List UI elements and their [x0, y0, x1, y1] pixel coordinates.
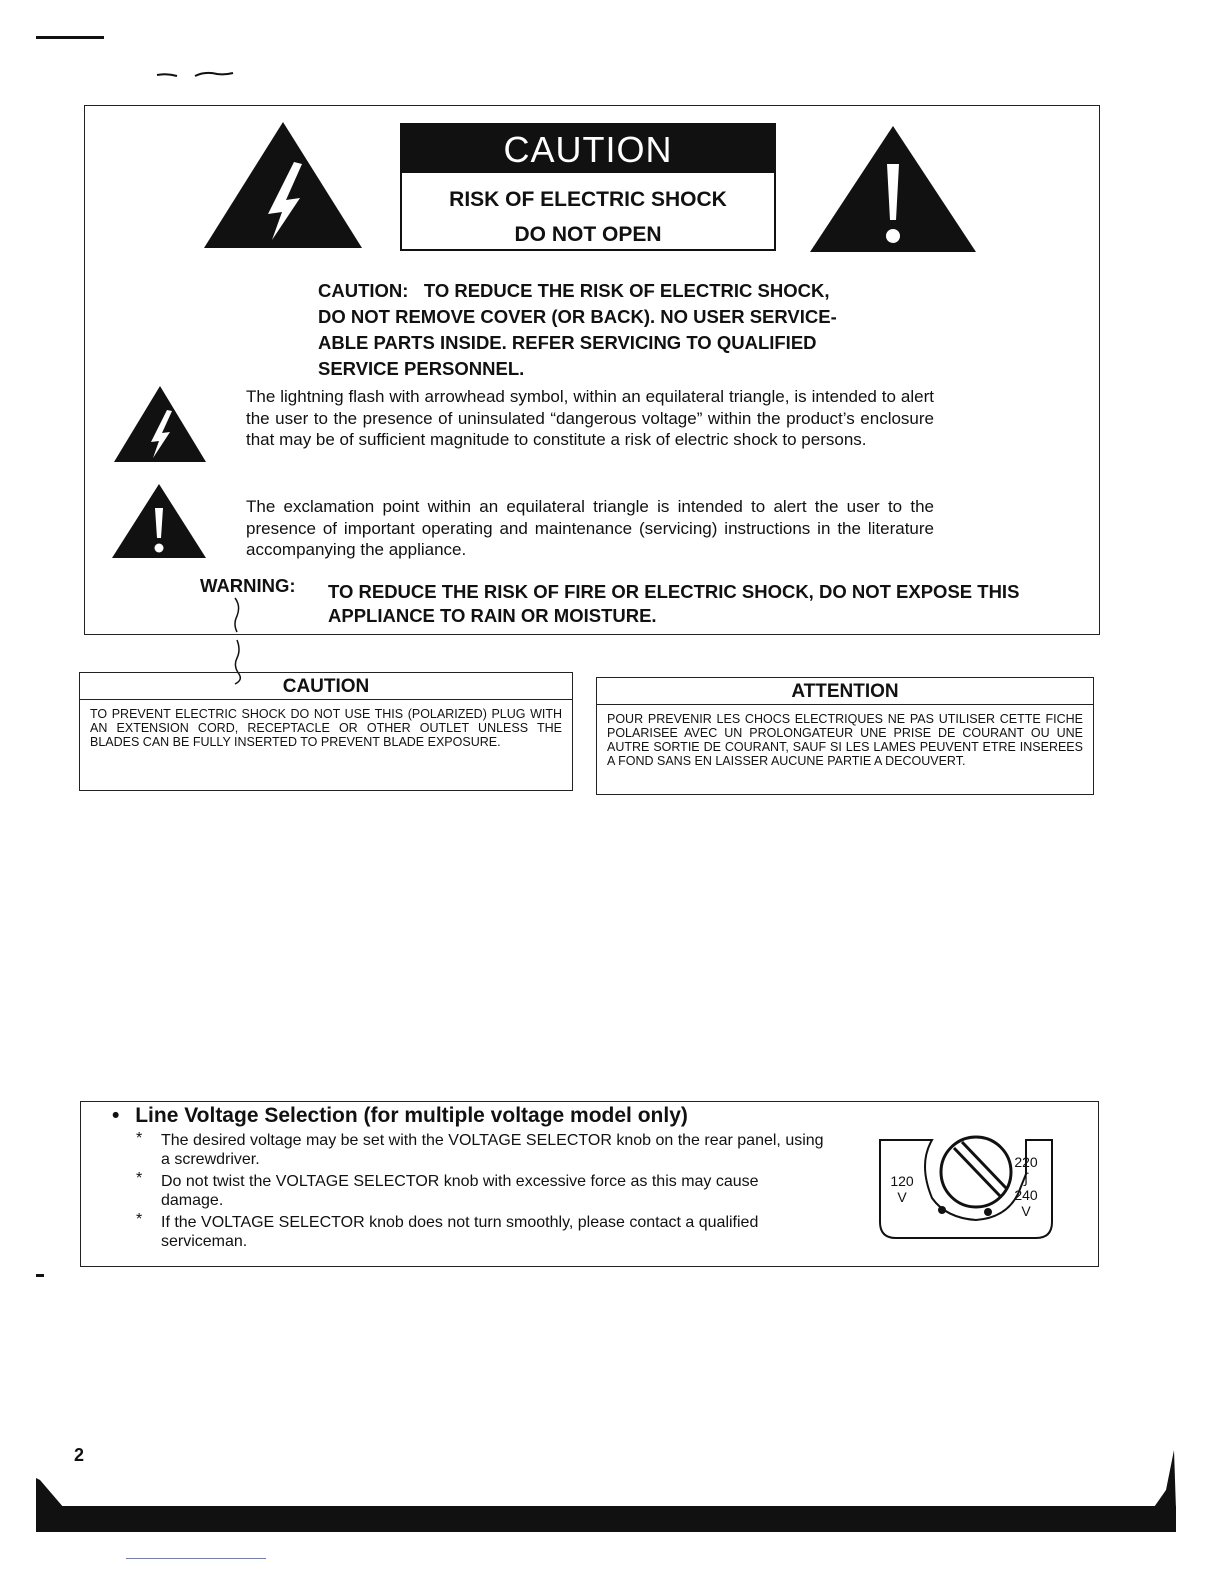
caution-line: DO NOT REMOVE COVER (OR BACK). NO USER SERVICE-: [318, 306, 837, 327]
scan-mark: [36, 1274, 44, 1277]
caution-label-heading: CAUTION: [402, 125, 774, 173]
page-number: 2: [74, 1445, 85, 1465]
caution-box-heading: CAUTION: [80, 673, 572, 700]
attention-box-heading: ATTENTION: [597, 678, 1093, 705]
caution-line: CAUTION: TO REDUCE THE RISK OF ELECTRIC SHOCK,: [318, 280, 830, 301]
dial-right-unit: V: [1021, 1203, 1031, 1219]
corner-mark-right: [1146, 1450, 1178, 1510]
item-asterisk: *: [136, 1170, 143, 1187]
caution-line: SERVICE PERSONNEL.: [318, 358, 525, 379]
voltage-selection-title: [112, 1104, 688, 1128]
warning-label: WARNING:: [200, 575, 296, 596]
caution-label-line2: DO NOT OPEN: [514, 223, 662, 246]
attention-box-body: POUR PREVENIR LES CHOCS ELECTRIQUES NE PAS UTILISER CETTE FICHE POLARISEE AVEC UN PROLONGATEUR UNE PRISE DE COURANT OU UNE AUTRE SORTIE DE COURANT, SAUF SI LES LAMES PEUVENT ETRE INSEREES A FOND SANS EN LAISSER AUCUNE PARTIE A DECOUVERT.: [607, 712, 1083, 768]
caution-line: ABLE PARTS INSIDE. REFER SERVICING TO QUALIFIED: [318, 332, 817, 353]
voltage-item: If the VOLTAGE SELECTOR knob does not turn smoothly, please contact a qualified serviceman.: [161, 1214, 759, 1250]
bullet: •: [112, 1104, 120, 1127]
scan-mark-squiggle: [155, 70, 235, 80]
lightning-triangle-icon: [202, 120, 364, 250]
scan-mark: [36, 36, 104, 39]
item-asterisk: *: [136, 1130, 143, 1147]
dial-left-value: 120: [890, 1173, 914, 1189]
dial-right-range: ∫: [1024, 1170, 1028, 1186]
lightning-symbol-description: The lightning flash with arrowhead symbol, within an equilateral triangle, is intended to alert the user to the presence of uninsulated “dangerous voltage” within the product’s enclosure that may be of sufficient magnitude to constitute a risk of electric shock to persons.: [246, 387, 934, 449]
bottom-rule: [126, 1558, 266, 1559]
item-asterisk: *: [136, 1211, 143, 1228]
warning-text: TO REDUCE THE RISK OF FIRE OR ELECTRIC SHOCK, DO NOT EXPOSE THIS APPLIANCE TO RAIN OR MOISTURE.: [328, 581, 1020, 626]
dial-right-value-bottom: 240: [1014, 1187, 1038, 1203]
voltage-item: The desired voltage may be set with the VOLTAGE SELECTOR knob on the rear panel, using a screwdriver.: [161, 1132, 824, 1168]
voltage-item: Do not twist the VOLTAGE SELECTOR knob with excessive force as this may cause damage.: [161, 1173, 759, 1209]
dial-right-value-top: 220: [1014, 1154, 1038, 1170]
attention-box: [596, 677, 1094, 795]
bottom-bar: [36, 1506, 1176, 1532]
caution-label-line1: RISK OF ELECTRIC SHOCK: [449, 188, 727, 211]
voltage-title-text: Line Voltage Selection (for multiple voltage model only): [135, 1104, 688, 1127]
corner-mark-left: [36, 1470, 66, 1510]
caution-label: [400, 123, 776, 251]
exclamation-triangle-icon: [808, 124, 978, 254]
exclamation-triangle-icon: [110, 482, 208, 560]
caution-box: [79, 672, 573, 791]
caution-box-body: TO PREVENT ELECTRIC SHOCK DO NOT USE THIS (POLARIZED) PLUG WITH AN EXTENSION CORD, RECEPTACLE OR OTHER OUTLET UNLESS THE BLADES CAN BE FULLY INSERTED TO PREVENT BLADE EXPOSURE.: [90, 707, 562, 749]
dial-left-unit: V: [897, 1189, 907, 1205]
lightning-triangle-icon: [112, 384, 208, 464]
caution-statement: [318, 278, 898, 382]
exclamation-symbol-description: The exclamation point within an equilateral triangle is intended to alert the user to the presence of important operating and maintenance (servicing) instructions in the literature accompanying the appliance.: [246, 497, 934, 559]
